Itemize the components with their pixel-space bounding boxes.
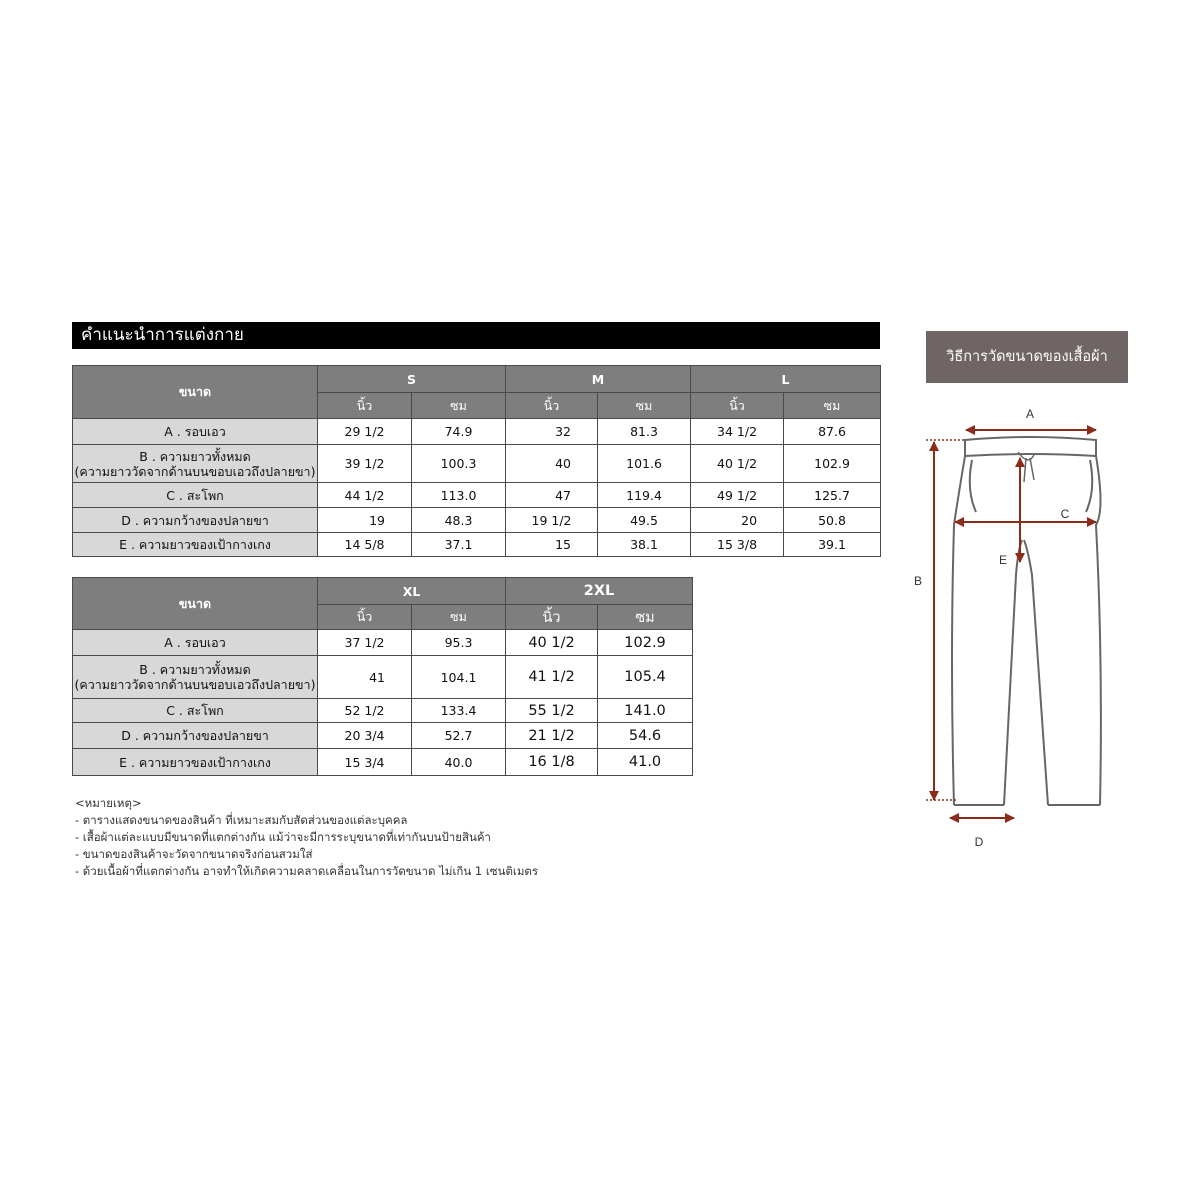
size-xl-header: XL xyxy=(318,578,506,605)
notes-heading: <หมายเหตุ> xyxy=(75,796,142,810)
cell-value: 50.8 xyxy=(784,508,881,533)
unit-cm: ซม xyxy=(598,605,693,630)
cell-value: 81.3 xyxy=(598,419,691,445)
unit-inch: นิ้ว xyxy=(318,393,412,419)
label-b: B xyxy=(913,574,923,588)
cell-value: 15 3/8 xyxy=(691,533,784,557)
cell-value: 34 1/2 xyxy=(691,419,784,445)
cell-value: 141.0 xyxy=(598,699,693,723)
cell-value: 16 1/8 xyxy=(506,749,598,776)
note-item: - ตารางแสดงขนาดของสินค้า ที่เหมาะสมกับสัดส่วนของแต่ละบุคคล xyxy=(75,813,408,827)
cell-value: 20 xyxy=(691,508,784,533)
row-label: E . ความยาวของเป้ากางเกง xyxy=(73,749,318,776)
cell-value: 95.3 xyxy=(412,630,506,656)
cell-value: 52 1/2 xyxy=(318,699,412,723)
cell-value: 15 xyxy=(506,533,598,557)
row-label: C . สะโพก xyxy=(73,699,318,723)
cell-value: 15 3/4 xyxy=(318,749,412,776)
cell-value: 44 1/2 xyxy=(318,483,412,508)
cell-value: 19 xyxy=(318,508,412,533)
cell-value: 40 xyxy=(506,445,598,483)
table-row xyxy=(73,749,693,776)
cell-value: 100.3 xyxy=(412,445,506,483)
unit-cm: ซม xyxy=(598,393,691,419)
size-m-header: M xyxy=(506,366,691,393)
cell-value: 40 1/2 xyxy=(506,630,598,656)
row-label-main: B . ความยาวทั้งหมด xyxy=(139,662,251,677)
table-row xyxy=(73,508,881,533)
label-a: A xyxy=(1025,407,1035,421)
cell-value: 125.7 xyxy=(784,483,881,508)
note-item: - ด้วยเนื้อผ้าที่แตกต่างกัน อาจทำให้เกิดความคลาดเคลื่อนในการวัดขนาด ไม่เกิน 1 เซนติเมตร xyxy=(75,864,539,878)
table-row xyxy=(73,723,693,749)
cell-value: 39 1/2 xyxy=(318,445,412,483)
row-label: A . รอบเอว xyxy=(73,630,318,656)
cell-value: 40.0 xyxy=(412,749,506,776)
cell-value: 87.6 xyxy=(784,419,881,445)
unit-inch: นิ้ว xyxy=(318,605,412,630)
cell-value: 101.6 xyxy=(598,445,691,483)
row-label: E . ความยาวของเป้ากางเกง xyxy=(73,533,318,557)
row-label: C . สะโพก xyxy=(73,483,318,508)
note-item: - เสื้อผ้าแต่ละแบบมีขนาดที่แตกต่างกัน แม้ว่าจะมีการระบุขนาดที่เท่ากันบนป้ายสินค้า xyxy=(75,830,492,844)
row-label-note: (ความยาววัดจากด้านบนขอบเอวถึงปลายขา) xyxy=(74,463,316,479)
row-label xyxy=(73,445,318,483)
unit-cm: ซม xyxy=(412,605,506,630)
table-row xyxy=(73,630,693,656)
label-e: E xyxy=(998,553,1008,567)
cell-value: 113.0 xyxy=(412,483,506,508)
row-label-main: B . ความยาวทั้งหมด xyxy=(139,448,251,464)
cell-value: 102.9 xyxy=(784,445,881,483)
row-label xyxy=(73,656,318,699)
cell-value: 49 1/2 xyxy=(691,483,784,508)
cell-value: 48.3 xyxy=(412,508,506,533)
unit-cm: ซม xyxy=(784,393,881,419)
cell-value: 37.1 xyxy=(412,533,506,557)
size-table-xl-2xl xyxy=(72,577,693,776)
size-2xl-header: 2XL xyxy=(506,578,693,605)
note-item: - ขนาดของสินค้าจะวัดจากขนาดจริงก่อนสวมใส่ xyxy=(75,847,313,861)
row-label-note: (ความยาววัดจากด้านบนขอบเอวถึงปลายขา) xyxy=(74,677,316,692)
table-row xyxy=(73,699,693,723)
pants-outline-icon xyxy=(952,437,1101,805)
size-l-header: L xyxy=(691,366,881,393)
label-c: C xyxy=(1060,507,1070,521)
cell-value: 39.1 xyxy=(784,533,881,557)
cell-value: 38.1 xyxy=(598,533,691,557)
cell-value: 55 1/2 xyxy=(506,699,598,723)
row-label: A . รอบเอว xyxy=(73,419,318,445)
row-label: D . ความกว้างของปลายขา xyxy=(73,723,318,749)
size-header: ขนาด xyxy=(73,366,318,419)
cell-value: 32 xyxy=(506,419,598,445)
notes-section xyxy=(75,795,538,880)
unit-cm: ซม xyxy=(412,393,506,419)
cell-value: 119.4 xyxy=(598,483,691,508)
cell-value: 102.9 xyxy=(598,630,693,656)
row-label: D . ความกว้างของปลายขา xyxy=(73,508,318,533)
cell-value: 49.5 xyxy=(598,508,691,533)
cell-value: 40 1/2 xyxy=(691,445,784,483)
cell-value: 21 1/2 xyxy=(506,723,598,749)
unit-inch: นิ้ว xyxy=(691,393,784,419)
cell-value: 37 1/2 xyxy=(318,630,412,656)
cell-value: 41.0 xyxy=(598,749,693,776)
cell-value: 105.4 xyxy=(598,656,693,699)
table-row xyxy=(73,656,693,699)
size-header: ขนาด xyxy=(73,578,318,630)
cell-value: 29 1/2 xyxy=(318,419,412,445)
cell-value: 41 xyxy=(318,656,412,699)
unit-inch: นิ้ว xyxy=(506,605,598,630)
page-title: คำแนะนำการแต่งกาย xyxy=(72,322,880,349)
label-d: D xyxy=(974,835,984,849)
cell-value: 54.6 xyxy=(598,723,693,749)
unit-inch: นิ้ว xyxy=(506,393,598,419)
table-row xyxy=(73,533,881,557)
cell-value: 133.4 xyxy=(412,699,506,723)
table-row xyxy=(73,445,881,483)
cell-value: 47 xyxy=(506,483,598,508)
size-table-s-m-l xyxy=(72,365,881,557)
cell-value: 52.7 xyxy=(412,723,506,749)
cell-value: 20 3/4 xyxy=(318,723,412,749)
cell-value: 74.9 xyxy=(412,419,506,445)
cell-value: 14 5/8 xyxy=(318,533,412,557)
cell-value: 104.1 xyxy=(412,656,506,699)
size-s-header: S xyxy=(318,366,506,393)
pants-measurement-diagram xyxy=(900,400,1130,860)
table-row xyxy=(73,419,881,445)
cell-value: 19 1/2 xyxy=(506,508,598,533)
cell-value: 41 1/2 xyxy=(506,656,598,699)
measurement-guide-title: วิธีการวัดขนาดของเสื้อผ้า xyxy=(926,331,1128,383)
table-row xyxy=(73,483,881,508)
